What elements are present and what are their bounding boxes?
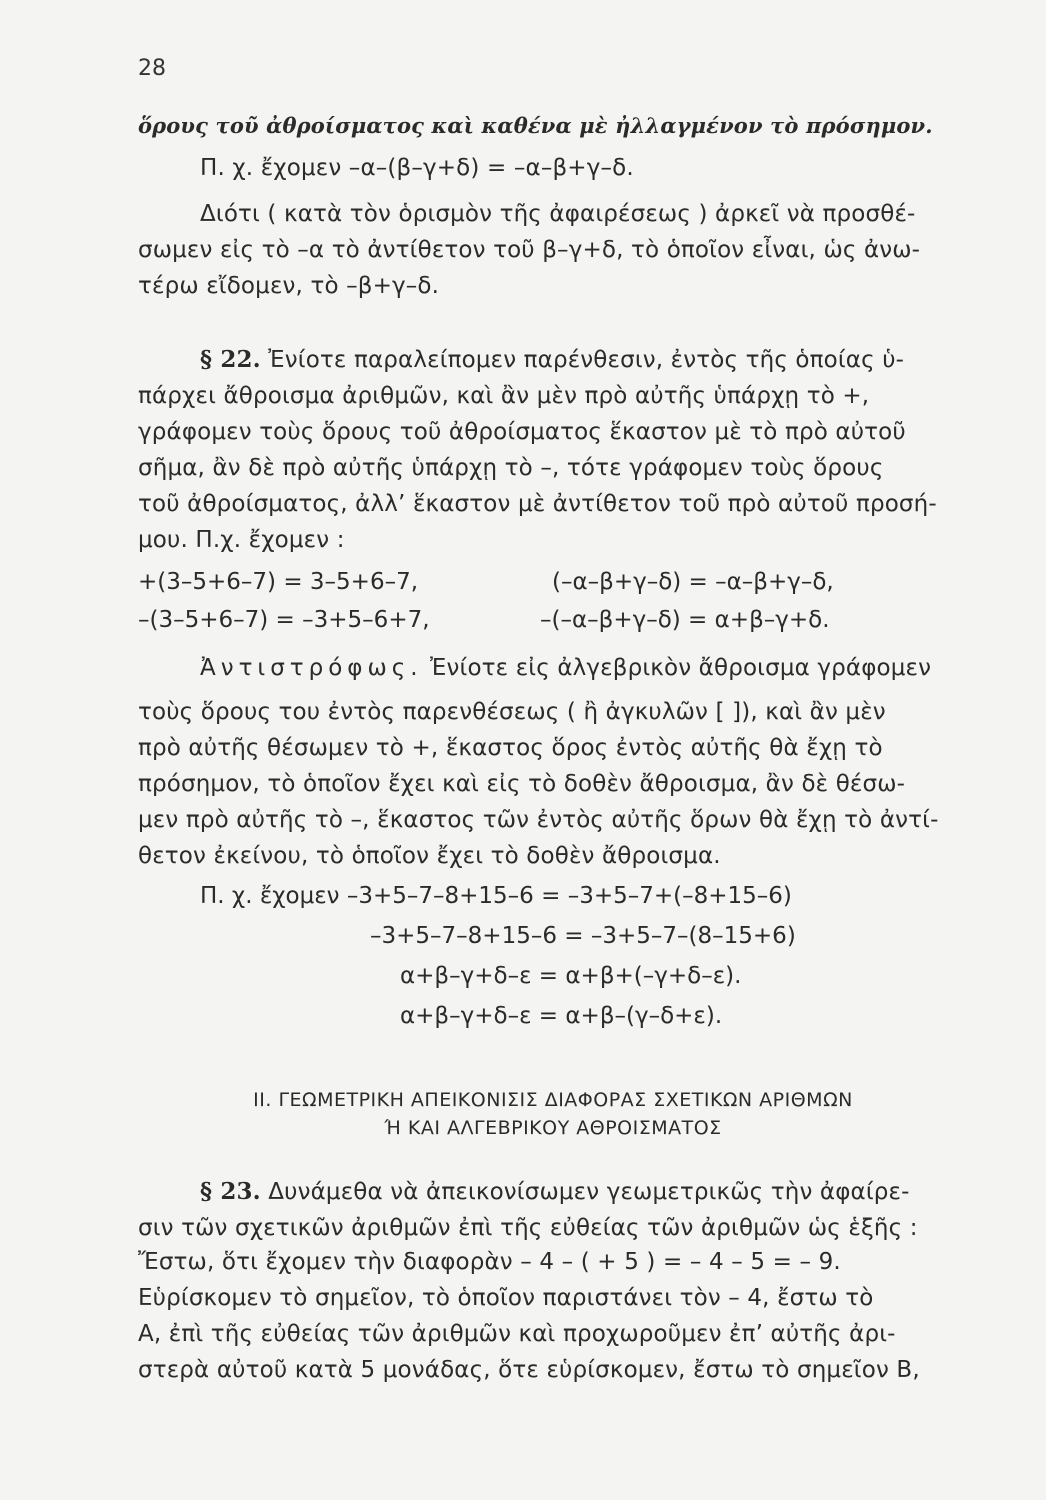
paragraph-line: μου. Π.χ. ἔχομεν : — [138, 527, 345, 553]
section-text: Δυνάμεθα νὰ ἀπεικονίσωμεν γεωμετρικῶς τὴν ἀφαίρε- — [268, 1179, 910, 1205]
paragraph-line: Εὑρίσκομεν τὸ σημεῖον, τὸ ὁποῖον παριστάνει τὸν – 4, ἔστω τὸ — [138, 1285, 874, 1311]
section-22-first-line — [200, 344, 1046, 376]
paragraph-line: τοῦ ἀθροίσματος, ἀλλ’ ἕκαστον μὲ ἀντίθετον τοῦ πρὸ αὐτοῦ προσή- — [138, 491, 937, 517]
example-line: Π. χ. ἔχομεν –α–(β–γ+δ) = –α–β+γ–δ. — [200, 155, 634, 181]
section-text: Ἐνίοτε παραλείπομεν παρένθεσιν, ἐντὸς τῆς ὁποίας ὑ- — [268, 347, 905, 373]
paragraph-line: μεν πρὸ αὐτῆς τὸ –, ἕκαστος τῶν ἐντὸς αὐτῆς ὅρων θὰ ἔχῃ τὸ ἀντί- — [138, 807, 939, 833]
equation: (–α–β+γ–δ) = –α–β+γ–δ, — [552, 569, 834, 595]
reason-line: τέρω εἴδομεν, τὸ –β+γ–δ. — [138, 273, 440, 299]
paragraph-line: σῆμα, ἂν δὲ πρὸ αὐτῆς ὑπάρχῃ τὸ –, τότε γράφομεν τοὺς ὅρους — [138, 455, 884, 481]
equation: –(3–5+6–7) = –3+5–6+7, — [138, 607, 430, 633]
paragraph-line: γράφομεν τοὺς ὅρους τοῦ ἀθροίσματος ἕκαστον μὲ τὸ πρὸ αὐτοῦ — [138, 419, 906, 445]
paragraph-line: Ἔστω, ὅτι ἔχομεν τὴν διαφορὰν – 4 – ( + 5 ) = – 4 – 5 = – 9. — [138, 1249, 841, 1275]
converse-label: Ἀντιστρόφως. — [200, 655, 423, 681]
equation: +(3–5+6–7) = 3–5+6–7, — [138, 569, 419, 595]
section-23-first-line — [200, 1176, 1046, 1208]
section-number: § 22. — [200, 346, 261, 373]
chapter-heading: Ή ΚΑΙ ΑΛΓΕΒΡΙΚΟΥ ΑΘΡΟΙΣΜΑΤΟΣ — [384, 1117, 722, 1139]
paragraph-line: σιν τῶν σχετικῶν ἀριθμῶν ἐπὶ τῆς εὐθείας τῶν ἀριθμῶν ὡς ἑξῆς : — [138, 1215, 918, 1241]
example-equation: α+β–γ+δ–ε = α+β–(γ–δ+ε). — [400, 1003, 723, 1029]
continuation-line: ὅρους τοῦ ἀθροίσματος καὶ καθένα μὲ ἠλλαγμένον τὸ πρόσημον. — [138, 113, 933, 138]
chapter-heading: ΙΙ. ΓΕΩΜΕΤΡΙΚΗ ΑΠΕΙΚΟΝΙΣΙΣ ΔΙΑΦΟΡΑΣ ΣΧΕΤΙΚΩΝ ΑΡΙΘΜΩΝ — [253, 1089, 853, 1111]
example-equation: α+β–γ+δ–ε = α+β+(–γ+δ–ε). — [400, 963, 742, 989]
paragraph-line: πρὸ αὐτῆς θέσωμεν τὸ +, ἕκαστος ὅρος ἐντὸς αὐτῆς θὰ ἔχῃ τὸ — [138, 735, 883, 761]
section-number: § 23. — [200, 1178, 261, 1205]
converse-text: Ἐνίοτε εἰς ἀλγεβρικὸν ἄθροισμα γράφομεν — [430, 655, 932, 681]
converse-first-line — [200, 652, 1046, 684]
paragraph-line: στερὰ αὐτοῦ κατὰ 5 μονάδας, ὅτε εὑρίσκομεν, ἔστω τὸ σημεῖον Β, — [138, 1357, 920, 1383]
example-equation: Π. χ. ἔχομεν –3+5–7–8+15–6 = –3+5–7+(–8+15–6) — [200, 883, 792, 909]
paragraph-line: τοὺς ὅρους του ἐντὸς παρενθέσεως ( ἢ ἀγκυλῶν [ ]), καὶ ἂν μὲν — [138, 699, 886, 725]
paragraph-line: Α, ἐπὶ τῆς εὐθείας τῶν ἀριθμῶν καὶ προχωροῦμεν ἐπ’ αὐτῆς ἀρι- — [138, 1321, 896, 1347]
reason-line: Διότι ( κατὰ τὸν ὁρισμὸν τῆς ἀφαιρέσεως ) ἀρκεῖ νὰ προσθέ- — [200, 201, 916, 227]
paragraph-line: πάρχει ἄθροισμα ἀριθμῶν, καὶ ἂν μὲν πρὸ αὐτῆς ὑπάρχῃ τὸ +, — [138, 383, 870, 409]
example-equation: –3+5–7–8+15–6 = –3+5–7–(8–15+6) — [370, 923, 796, 949]
page-number: 28 — [138, 56, 166, 81]
equation: –(–α–β+γ–δ) = α+β–γ+δ. — [540, 607, 830, 633]
paragraph-line: πρόσημον, τὸ ὁποῖον ἔχει καὶ εἰς τὸ δοθὲν ἄθροισμα, ἂν δὲ θέσω- — [138, 771, 906, 797]
paragraph-line: θετον ἐκείνου, τὸ ὁποῖον ἔχει τὸ δοθὲν ἄθροισμα. — [138, 843, 721, 869]
reason-line: σωμεν εἰς τὸ –α τὸ ἀντίθετον τοῦ β–γ+δ, τὸ ὁποῖον εἶναι, ὡς ἀνω- — [138, 237, 921, 263]
